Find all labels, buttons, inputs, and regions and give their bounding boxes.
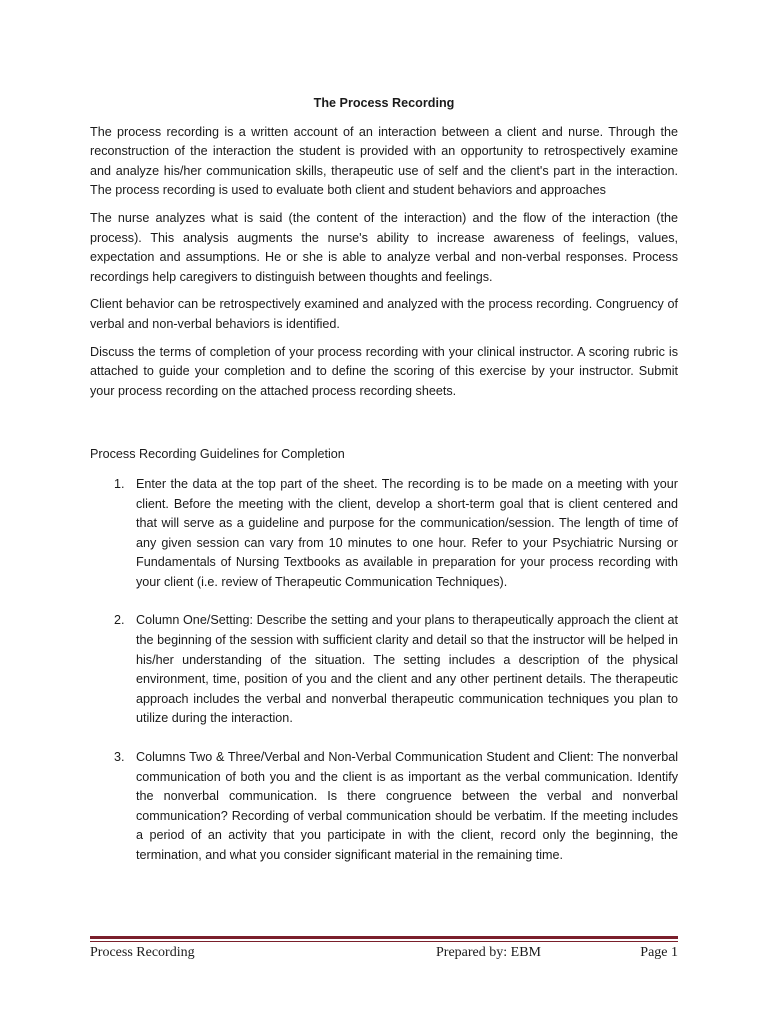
document-body (90, 94, 678, 885)
guideline-number: 1. (114, 476, 125, 491)
guidelines-heading: Process Recording Guidelines for Completion (90, 447, 345, 462)
document-title: The Process Recording (313, 96, 455, 110)
guideline-text: Column One/Setting: Describe the setting and your plans to therapeutically approach the client at the beginning of the session with sufficient clarity and detail so that the instructor will be helped in his/her understanding of the situation. The setting includes a description of the physical environment, time, position of you and the client and any other pertinent details. The therapeutic approach includes the verbal and nonverbal therapeutic communication techniques you plan to utilize during the interaction. (136, 613, 678, 726)
client-behavior-paragraph: Client behavior can be retrospectively examined and analyzed with the process recording. Congruency of verbal and non-verbal behaviors is identified. (90, 297, 678, 331)
analysis-paragraph: The nurse analyzes what is said (the content of the interaction) and the flow of the interaction (the process). This analysis augments the nurse's ability to increase awareness of feelings, values, expectation and assumptions. He or she is able to analyze verbal and non-verbal responses. Process recordings help caregivers to distinguish between thoughts and feelings. (90, 210, 678, 284)
footer-page-number: Page 1 (640, 945, 678, 960)
guideline-text: Columns Two & Three/Verbal and Non-Verbal Communication Student and Client: The nonverbal communication of both you and the client is as important as the verbal communication. Identify the nonverbal communication. Is there congruence between the verbal and nonverbal communication? Recording of verbal communication should be verbatim. If the meeting includes a period of an activity that you participate in with the client, record only the beginning, the termination, and what you consider significant material in the remaining time. (136, 750, 678, 862)
guideline-item-1 (90, 475, 678, 593)
footer-author: Prepared by: EBM (436, 945, 541, 960)
page-footer (90, 944, 678, 964)
guideline-number: 2. (114, 613, 125, 628)
footer-document-name: Process Recording (90, 945, 195, 960)
guideline-text: Enter the data at the top part of the sheet. The recording is to be made on a meeting with your client. Before the meeting with the client, develop a short-term goal that is client centered and that will serve as a guideline and purpose for the communication/session. The length of time of any given session can vary from 10 minutes to one hour. Refer to your Psychiatric Nursing or Fundamentals of Nursing Textbooks as available in preparation for your process recording with your client (i.e. review of Therapeutic Communication Techniques). (136, 476, 678, 589)
completion-terms-paragraph: Discuss the terms of completion of your process recording with your clinical instructor. A scoring rubric is attached to guide your completion and to define the scoring of this exercise by your instructor. Submit your process recording on the attached process recording sheets. (90, 344, 678, 398)
intro-paragraph: The process recording is a written account of an interaction between a client and nurse. Through the reconstruction of the interaction the student is provided with an opportunity to retrospectively examine and analyze his/her communication skills, therapeutic use of self and the client's part in the interaction. The process recording is used to evaluate both client and student behaviors and approaches (90, 124, 678, 198)
footer-divider-thin (90, 941, 678, 942)
guideline-item-2 (90, 611, 678, 729)
guideline-item-3 (90, 748, 678, 866)
guidelines-list (90, 475, 678, 866)
guideline-number: 3. (114, 750, 125, 765)
footer-divider-thick (90, 936, 678, 939)
